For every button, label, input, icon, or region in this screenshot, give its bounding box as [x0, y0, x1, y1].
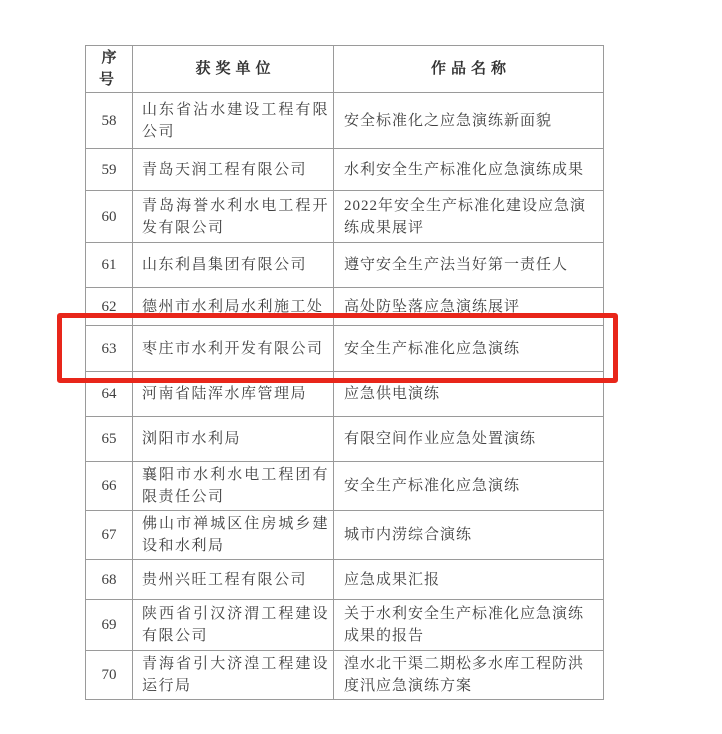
- cell-organization: 枣庄市水利开发有限公司: [133, 326, 334, 372]
- cell-organization: 佛山市禅城区住房城乡建设和水利局: [133, 511, 334, 560]
- cell-organization: 浏阳市水利局: [133, 417, 334, 462]
- table-row: [86, 462, 604, 511]
- cell-work-title: 安全生产标准化应急演练: [334, 462, 604, 511]
- cell-work-title: 有限空间作业应急处置演练: [334, 417, 604, 462]
- table-row: [86, 560, 604, 600]
- cell-work-title: 高处防坠落应急演练展评: [334, 288, 604, 326]
- header-cell-work-title: 作品名称: [334, 46, 604, 93]
- cell-organization: 山东省沾水建设工程有限公司: [133, 93, 334, 149]
- header-cell-organization: 获奖单位: [133, 46, 334, 93]
- table-row-highlighted: [86, 326, 604, 372]
- cell-work-title: 安全生产标准化应急演练: [334, 326, 604, 372]
- cell-work-title: 湟水北干渠二期松多水库工程防洪度汛应急演练方案: [334, 651, 604, 700]
- table-row: [86, 651, 604, 700]
- cell-work-title: 应急供电演练: [334, 372, 604, 417]
- cell-number: 59: [86, 149, 133, 191]
- cell-organization: 陕西省引汉济渭工程建设有限公司: [133, 600, 334, 651]
- cell-work-title: 遵守安全生产法当好第一责任人: [334, 243, 604, 288]
- cell-organization: 山东利昌集团有限公司: [133, 243, 334, 288]
- table-header-row: [86, 46, 604, 93]
- cell-organization: 青岛海誉水利水电工程开发有限公司: [133, 191, 334, 243]
- cell-work-title: 水利安全生产标准化应急演练成果: [334, 149, 604, 191]
- table-row: [86, 372, 604, 417]
- cell-number: 66: [86, 462, 133, 511]
- cell-number: 68: [86, 560, 133, 600]
- cell-organization: 贵州兴旺工程有限公司: [133, 560, 334, 600]
- header-cell-number: 序号: [86, 46, 133, 93]
- cell-work-title: 2022年安全生产标准化建设应急演练成果展评: [334, 191, 604, 243]
- table-row: [86, 191, 604, 243]
- cell-organization: 青海省引大济湟工程建设运行局: [133, 651, 334, 700]
- cell-number: 64: [86, 372, 133, 417]
- cell-number: 67: [86, 511, 133, 560]
- table-row: [86, 288, 604, 326]
- cell-work-title: 关于水利安全生产标准化应急演练成果的报告: [334, 600, 604, 651]
- table-row: [86, 600, 604, 651]
- cell-organization: 河南省陆浑水库管理局: [133, 372, 334, 417]
- cell-number: 62: [86, 288, 133, 326]
- table-row: [86, 511, 604, 560]
- cell-number: 61: [86, 243, 133, 288]
- cell-organization: 青岛天润工程有限公司: [133, 149, 334, 191]
- cell-work-title: 安全标准化之应急演练新面貌: [334, 93, 604, 149]
- cell-number: 65: [86, 417, 133, 462]
- table-row: [86, 243, 604, 288]
- cell-number: 63: [86, 326, 133, 372]
- cell-number: 70: [86, 651, 133, 700]
- awards-table: [85, 45, 604, 700]
- table-row: [86, 93, 604, 149]
- cell-number: 60: [86, 191, 133, 243]
- table-row: [86, 417, 604, 462]
- cell-number: 69: [86, 600, 133, 651]
- cell-work-title: 城市内涝综合演练: [334, 511, 604, 560]
- cell-work-title: 应急成果汇报: [334, 560, 604, 600]
- cell-organization: 德州市水利局水利施工处: [133, 288, 334, 326]
- cell-organization: 襄阳市水利水电工程团有限责任公司: [133, 462, 334, 511]
- cell-number: 58: [86, 93, 133, 149]
- table-row: [86, 149, 604, 191]
